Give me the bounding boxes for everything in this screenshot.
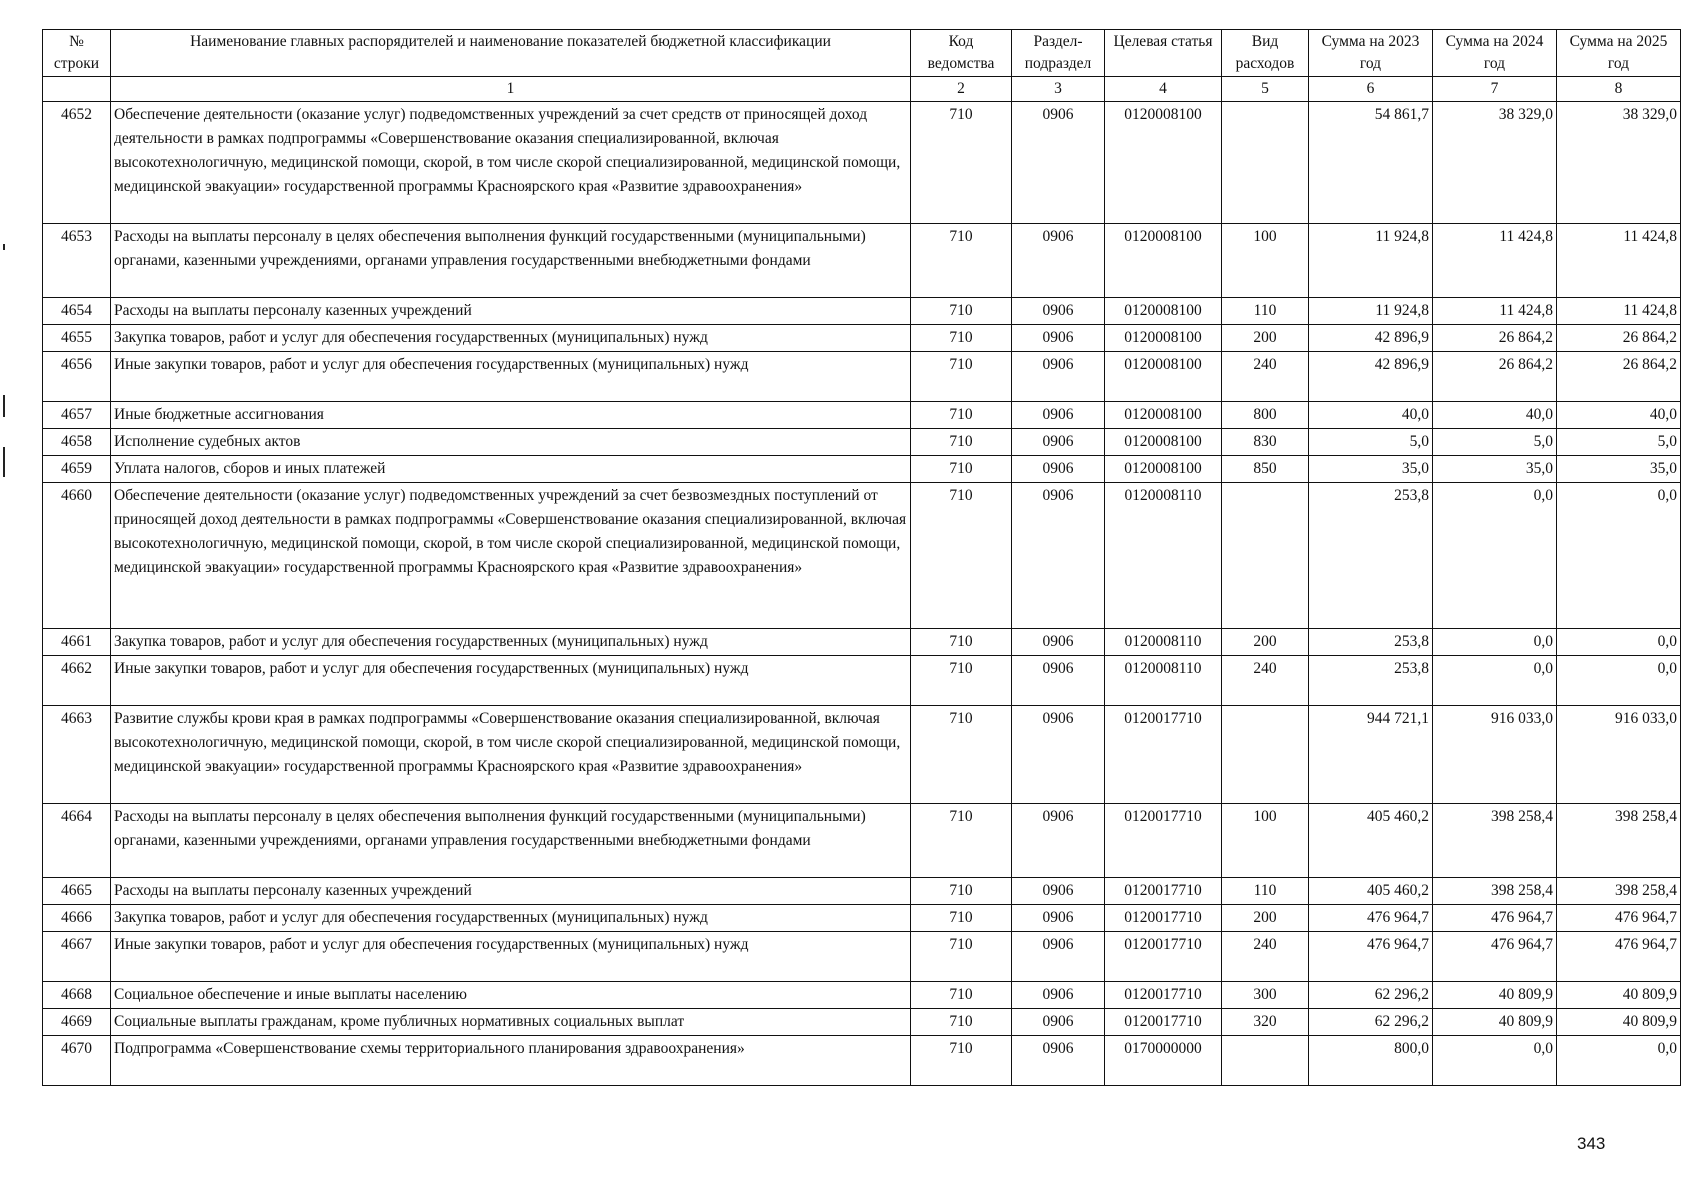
header-row (43, 30, 1681, 77)
table-row (43, 224, 1681, 298)
row-sum-2023: 405 460,2 (1309, 804, 1433, 878)
row-section: 0906 (1012, 352, 1105, 402)
row-expense-type: 240 (1222, 932, 1309, 982)
table-row (43, 878, 1681, 905)
row-sum-2025: 11 424,8 (1557, 298, 1681, 325)
row-section: 0906 (1012, 804, 1105, 878)
table-row (43, 1036, 1681, 1086)
row-sum-2023: 476 964,7 (1309, 932, 1433, 982)
scan-margin-mark (3, 395, 5, 417)
row-target: 0120008110 (1105, 629, 1222, 656)
row-sum-2025: 0,0 (1557, 483, 1681, 629)
col-index: 1 (111, 77, 911, 102)
row-expense-type: 200 (1222, 905, 1309, 932)
row-number: 4670 (43, 1036, 111, 1086)
row-sum-2023: 253,8 (1309, 656, 1433, 706)
row-sum-2024: 40 809,9 (1433, 1009, 1557, 1036)
row-section: 0906 (1012, 1036, 1105, 1086)
row-sum-2024: 0,0 (1433, 629, 1557, 656)
row-sum-2023: 5,0 (1309, 429, 1433, 456)
budget-table (42, 29, 1681, 1086)
table-row (43, 1009, 1681, 1036)
col-header-sum-2024: Сумма на 2024 год (1433, 30, 1557, 77)
row-expense-type: 800 (1222, 402, 1309, 429)
table-row (43, 298, 1681, 325)
row-target: 0120008100 (1105, 456, 1222, 483)
row-section: 0906 (1012, 878, 1105, 905)
row-sum-2025: 0,0 (1557, 1036, 1681, 1086)
row-name: Уплата налогов, сборов и иных платежей (111, 456, 911, 483)
row-number: 4664 (43, 804, 111, 878)
row-dept-code: 710 (911, 932, 1012, 982)
row-expense-type: 300 (1222, 982, 1309, 1009)
col-header-row-no: № строки (43, 30, 111, 77)
row-number: 4659 (43, 456, 111, 483)
table-row (43, 402, 1681, 429)
row-sum-2023: 944 721,1 (1309, 706, 1433, 804)
row-section: 0906 (1012, 429, 1105, 456)
row-dept-code: 710 (911, 456, 1012, 483)
row-dept-code: 710 (911, 429, 1012, 456)
row-name: Обеспечение деятельности (оказание услуг) подведомственных учреждений за счет средств от приносящей доход деятельности в рамках подпрограммы «Совершенствование оказания специализированной, включая высокотехнологичную, медицинской помощи, скорой, в том числе скорой специализированной, медицинской помощи, медицинской эвакуации» государственной программы Красноярского края «Развитие здравоохранения» (111, 102, 911, 224)
row-sum-2023: 42 896,9 (1309, 352, 1433, 402)
row-name: Расходы на выплаты персоналу в целях обеспечения выполнения функций государственными (муниципальными) органами, казенными учреждениями, органами управления государственными внебюджетными фондами (111, 224, 911, 298)
row-sum-2024: 476 964,7 (1433, 905, 1557, 932)
row-sum-2024: 5,0 (1433, 429, 1557, 456)
row-target: 0120017710 (1105, 878, 1222, 905)
row-section: 0906 (1012, 102, 1105, 224)
row-number: 4653 (43, 224, 111, 298)
row-sum-2023: 62 296,2 (1309, 1009, 1433, 1036)
col-index: 8 (1557, 77, 1681, 102)
row-sum-2023: 476 964,7 (1309, 905, 1433, 932)
row-dept-code: 710 (911, 483, 1012, 629)
row-dept-code: 710 (911, 325, 1012, 352)
row-sum-2025: 0,0 (1557, 629, 1681, 656)
row-expense-type (1222, 102, 1309, 224)
row-name: Иные закупки товаров, работ и услуг для обеспечения государственных (муниципальных) нужд (111, 352, 911, 402)
row-section: 0906 (1012, 905, 1105, 932)
row-sum-2024: 26 864,2 (1433, 325, 1557, 352)
row-target: 0120017710 (1105, 932, 1222, 982)
row-expense-type: 200 (1222, 629, 1309, 656)
row-sum-2025: 0,0 (1557, 656, 1681, 706)
page-number: 343 (1577, 1134, 1606, 1153)
row-number: 4657 (43, 402, 111, 429)
row-dept-code: 710 (911, 352, 1012, 402)
row-expense-type: 110 (1222, 878, 1309, 905)
row-target: 0120017710 (1105, 706, 1222, 804)
row-section: 0906 (1012, 483, 1105, 629)
row-dept-code: 710 (911, 224, 1012, 298)
col-index: 4 (1105, 77, 1222, 102)
row-sum-2025: 26 864,2 (1557, 352, 1681, 402)
row-name: Исполнение судебных актов (111, 429, 911, 456)
row-sum-2025: 916 033,0 (1557, 706, 1681, 804)
row-name: Расходы на выплаты персоналу казенных учреждений (111, 298, 911, 325)
row-sum-2023: 800,0 (1309, 1036, 1433, 1086)
table-row (43, 102, 1681, 224)
row-target: 0120008110 (1105, 483, 1222, 629)
row-sum-2025: 476 964,7 (1557, 932, 1681, 982)
row-sum-2023: 11 924,8 (1309, 224, 1433, 298)
row-section: 0906 (1012, 656, 1105, 706)
row-target: 0120008110 (1105, 656, 1222, 706)
row-expense-type: 100 (1222, 224, 1309, 298)
row-number: 4656 (43, 352, 111, 402)
row-name: Социальные выплаты гражданам, кроме публичных нормативных социальных выплат (111, 1009, 911, 1036)
row-sum-2025: 38 329,0 (1557, 102, 1681, 224)
row-dept-code: 710 (911, 656, 1012, 706)
row-sum-2024: 35,0 (1433, 456, 1557, 483)
row-sum-2024: 476 964,7 (1433, 932, 1557, 982)
row-target: 0120008100 (1105, 102, 1222, 224)
row-sum-2024: 40 809,9 (1433, 982, 1557, 1009)
row-dept-code: 710 (911, 982, 1012, 1009)
row-dept-code: 710 (911, 804, 1012, 878)
row-sum-2023: 253,8 (1309, 629, 1433, 656)
row-expense-type: 830 (1222, 429, 1309, 456)
row-sum-2025: 11 424,8 (1557, 224, 1681, 298)
row-sum-2025: 40 809,9 (1557, 982, 1681, 1009)
row-section: 0906 (1012, 402, 1105, 429)
row-name: Подпрограмма «Совершенствование схемы территориального планирования здравоохранения» (111, 1036, 911, 1086)
col-index: 3 (1012, 77, 1105, 102)
col-header-dept-code: Код ведомства (911, 30, 1012, 77)
row-dept-code: 710 (911, 102, 1012, 224)
col-header-name: Наименование главных распорядителей и наименование показателей бюджетной классификации (111, 30, 911, 77)
row-number: 4654 (43, 298, 111, 325)
row-section: 0906 (1012, 932, 1105, 982)
table-row (43, 629, 1681, 656)
col-header-sum-2023: Сумма на 2023 год (1309, 30, 1433, 77)
row-section: 0906 (1012, 298, 1105, 325)
row-number: 4667 (43, 932, 111, 982)
table-row (43, 706, 1681, 804)
row-sum-2024: 398 258,4 (1433, 804, 1557, 878)
row-number: 4668 (43, 982, 111, 1009)
row-expense-type: 100 (1222, 804, 1309, 878)
col-header-target: Целевая статья (1105, 30, 1222, 77)
row-expense-type: 850 (1222, 456, 1309, 483)
row-target: 0120008100 (1105, 402, 1222, 429)
column-index-row (43, 77, 1681, 102)
row-sum-2025: 476 964,7 (1557, 905, 1681, 932)
col-header-section: Раздел-подраздел (1012, 30, 1105, 77)
row-sum-2025: 35,0 (1557, 456, 1681, 483)
row-sum-2025: 40,0 (1557, 402, 1681, 429)
row-dept-code: 710 (911, 1036, 1012, 1086)
row-number: 4658 (43, 429, 111, 456)
row-target: 0120008100 (1105, 325, 1222, 352)
row-sum-2023: 11 924,8 (1309, 298, 1433, 325)
row-expense-type (1222, 1036, 1309, 1086)
table-row (43, 982, 1681, 1009)
row-dept-code: 710 (911, 878, 1012, 905)
table-body (43, 102, 1681, 1086)
row-target: 0120017710 (1105, 1009, 1222, 1036)
row-name: Иные бюджетные ассигнования (111, 402, 911, 429)
row-expense-type: 200 (1222, 325, 1309, 352)
row-target: 0120008100 (1105, 224, 1222, 298)
row-section: 0906 (1012, 1009, 1105, 1036)
row-number: 4665 (43, 878, 111, 905)
row-target: 0170000000 (1105, 1036, 1222, 1086)
row-expense-type (1222, 483, 1309, 629)
row-sum-2024: 40,0 (1433, 402, 1557, 429)
row-target: 0120017710 (1105, 804, 1222, 878)
row-sum-2024: 0,0 (1433, 656, 1557, 706)
row-sum-2023: 253,8 (1309, 483, 1433, 629)
row-section: 0906 (1012, 325, 1105, 352)
table-row (43, 352, 1681, 402)
row-section: 0906 (1012, 456, 1105, 483)
row-sum-2024: 916 033,0 (1433, 706, 1557, 804)
row-sum-2024: 26 864,2 (1433, 352, 1557, 402)
row-name: Иные закупки товаров, работ и услуг для обеспечения государственных (муниципальных) нужд (111, 932, 911, 982)
row-dept-code: 710 (911, 402, 1012, 429)
row-number: 4661 (43, 629, 111, 656)
table-row (43, 325, 1681, 352)
row-name: Закупка товаров, работ и услуг для обеспечения государственных (муниципальных) нужд (111, 325, 911, 352)
scan-margin-mark (3, 447, 5, 477)
row-section: 0906 (1012, 224, 1105, 298)
row-sum-2025: 398 258,4 (1557, 804, 1681, 878)
col-index: 2 (911, 77, 1012, 102)
row-expense-type: 110 (1222, 298, 1309, 325)
row-dept-code: 710 (911, 298, 1012, 325)
row-number: 4655 (43, 325, 111, 352)
row-number: 4663 (43, 706, 111, 804)
table-row (43, 932, 1681, 982)
table-row (43, 656, 1681, 706)
row-target: 0120017710 (1105, 982, 1222, 1009)
row-expense-type: 240 (1222, 352, 1309, 402)
row-number: 4660 (43, 483, 111, 629)
row-number: 4666 (43, 905, 111, 932)
row-sum-2023: 405 460,2 (1309, 878, 1433, 905)
table-row (43, 905, 1681, 932)
row-sum-2025: 398 258,4 (1557, 878, 1681, 905)
row-sum-2023: 42 896,9 (1309, 325, 1433, 352)
row-name: Иные закупки товаров, работ и услуг для обеспечения государственных (муниципальных) нужд (111, 656, 911, 706)
table-row (43, 429, 1681, 456)
row-expense-type: 320 (1222, 1009, 1309, 1036)
col-header-sum-2025: Сумма на 2025 год (1557, 30, 1681, 77)
row-section: 0906 (1012, 706, 1105, 804)
row-name: Закупка товаров, работ и услуг для обеспечения государственных (муниципальных) нужд (111, 629, 911, 656)
row-sum-2023: 54 861,7 (1309, 102, 1433, 224)
row-target: 0120017710 (1105, 905, 1222, 932)
row-sum-2024: 398 258,4 (1433, 878, 1557, 905)
row-number: 4652 (43, 102, 111, 224)
col-index: 5 (1222, 77, 1309, 102)
row-target: 0120008100 (1105, 429, 1222, 456)
row-sum-2024: 0,0 (1433, 483, 1557, 629)
row-sum-2025: 40 809,9 (1557, 1009, 1681, 1036)
col-index: 6 (1309, 77, 1433, 102)
row-sum-2024: 0,0 (1433, 1036, 1557, 1086)
row-name: Расходы на выплаты персоналу в целях обеспечения выполнения функций государственными (муниципальными) органами, казенными учреждениями, органами управления государственными внебюджетными фондами (111, 804, 911, 878)
row-dept-code: 710 (911, 1009, 1012, 1036)
row-name: Развитие службы крови края в рамках подпрограммы «Совершенствование оказания специализированной, включая высокотехнологичную, медицинской помощи, скорой, в том числе скорой специализированной, медицинской помощи, медицинской эвакуации» государственной программы Красноярского края «Развитие здравоохранения» (111, 706, 911, 804)
col-index (43, 77, 111, 102)
row-sum-2023: 62 296,2 (1309, 982, 1433, 1009)
row-number: 4669 (43, 1009, 111, 1036)
col-index: 7 (1433, 77, 1557, 102)
row-sum-2025: 26 864,2 (1557, 325, 1681, 352)
row-section: 0906 (1012, 629, 1105, 656)
row-expense-type: 240 (1222, 656, 1309, 706)
row-dept-code: 710 (911, 905, 1012, 932)
row-expense-type (1222, 706, 1309, 804)
row-dept-code: 710 (911, 629, 1012, 656)
row-name: Обеспечение деятельности (оказание услуг) подведомственных учреждений за счет безвозмездных поступлений от приносящей доход деятельности в рамках подпрограммы «Совершенствование оказания специализированной, включая высокотехнологичную, медицинской помощи, скорой, в том числе скорой специализированной, медицинской помощи, медицинской эвакуации» государственной программы Красноярского края «Развитие здравоохранения» (111, 483, 911, 629)
row-dept-code: 710 (911, 706, 1012, 804)
row-sum-2025: 5,0 (1557, 429, 1681, 456)
row-sum-2023: 40,0 (1309, 402, 1433, 429)
row-name: Закупка товаров, работ и услуг для обеспечения государственных (муниципальных) нужд (111, 905, 911, 932)
table-row (43, 483, 1681, 629)
row-number: 4662 (43, 656, 111, 706)
row-name: Расходы на выплаты персоналу казенных учреждений (111, 878, 911, 905)
scan-margin-mark (3, 244, 5, 250)
table-row (43, 456, 1681, 483)
row-sum-2024: 38 329,0 (1433, 102, 1557, 224)
col-header-expense-type: Вид расходов (1222, 30, 1309, 77)
row-sum-2023: 35,0 (1309, 456, 1433, 483)
row-sum-2024: 11 424,8 (1433, 298, 1557, 325)
row-target: 0120008100 (1105, 298, 1222, 325)
row-section: 0906 (1012, 982, 1105, 1009)
row-sum-2024: 11 424,8 (1433, 224, 1557, 298)
budget-sheet (42, 29, 1681, 1086)
row-target: 0120008100 (1105, 352, 1222, 402)
table-row (43, 804, 1681, 878)
row-name: Социальное обеспечение и иные выплаты населению (111, 982, 911, 1009)
